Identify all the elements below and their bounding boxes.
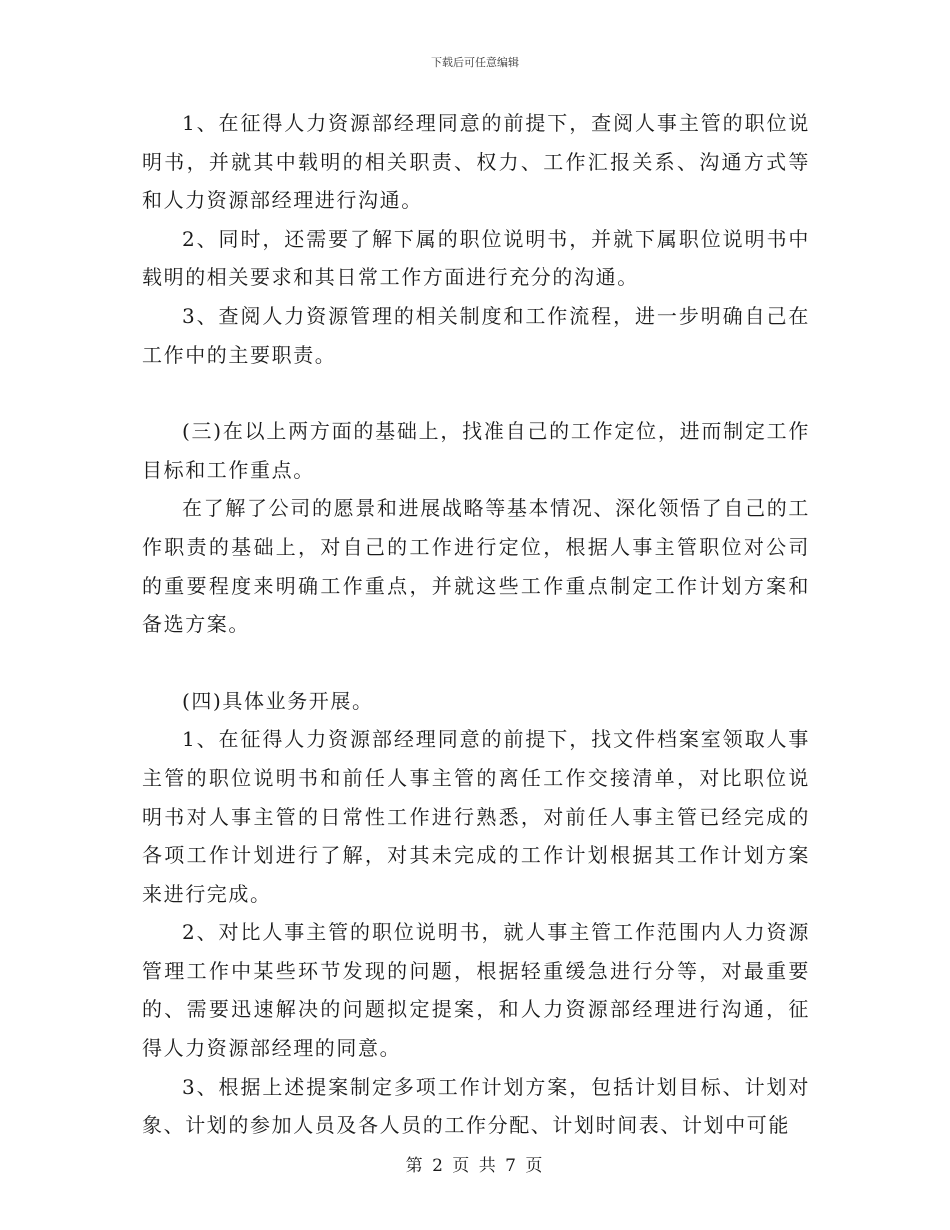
paragraph-4: 在了解了公司的愿景和进展战略等基本情况、深化领悟了自己的工作职责的基础上，对自己的工作进行定位，根据人事主管职位对公司的重要程度来明确工作重点，并就这些工作重点制定工作计划方案和备选方案。 [142, 496, 810, 637]
paragraph-5: 1、在征得人力资源部经理同意的前提下，找文件档案室领取人事主管的职位说明书和前任人事主管的离任工作交接清单，对比职位说明书对人事主管的日常性工作进行熟悉，对前任人事主管已经完成的各项工作计划进行了解，对其未完成的工作计划根据其工作计划方案来进行完成。 [142, 727, 810, 906]
section-spacer [142, 644, 810, 682]
paragraph-6: 2、对比人事主管的职位说明书，就人事主管工作范围内人力资源管理工作中某些环节发现的问题，根据轻重缓急进行分等，对最重要的、需要迅速解决的问题拟定提案，和人力资源部经理进行沟通，征得人力资源部经理的同意。 [142, 920, 810, 1061]
paragraph-2: 2、同时，还需要了解下属的职位说明书，并就下属职位说明书中载明的相关要求和其日常工作方面进行充分的沟通。 [142, 226, 810, 290]
paragraph-7: 3、根据上述提案制定多项工作计划方案，包括计划目标、计划对象、计划的参加人员及各人员的工作分配、计划时间表、计划中可能 [142, 1074, 810, 1138]
page-number-footer: 第 2 页 共 7 页 [405, 1156, 545, 1176]
document-body [142, 104, 810, 1145]
page-header-note: 下载后可任意编辑 [431, 56, 519, 69]
section-heading-4: (四)具体业务开展。 [182, 688, 374, 713]
paragraph-1: 1、在征得人力资源部经理同意的前提下，查阅人事主管的职位说明书，并就其中载明的相关职责、权力、工作汇报关系、沟通方式等和人力资源部经理进行沟通。 [142, 111, 810, 213]
section-spacer [142, 374, 810, 412]
paragraph-3: 3、查阅人力资源管理的相关制度和工作流程，进一步明确自己在工作中的主要职责。 [142, 303, 810, 367]
section-heading-3: (三)在以上两方面的基础上，找准自己的工作定位，进而制定工作目标和工作重点。 [142, 419, 810, 482]
